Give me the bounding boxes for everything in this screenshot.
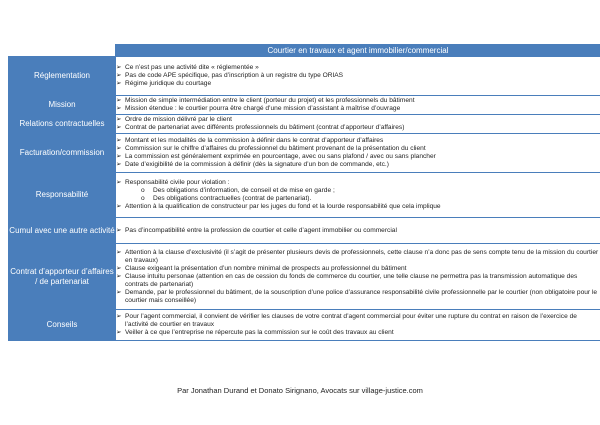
bullet-text: Attention à la qualification de constructeur par les juges du fond et la lourde responsabilité que cela implique (125, 203, 441, 210)
sub-bullet-item (116, 195, 600, 203)
footer-credit: Par Jonathan Durand et Donato Sirignano, Avocats sur village-justice.com (177, 386, 423, 395)
table-row (9, 310, 600, 341)
bullet-text: Commission sur le chiffre d’affaires du professionnel du bâtiment provenant de la présentation du client (125, 145, 426, 152)
bullet-text: Montant et les modalités de la commission à définir dans le contrat d’apporteur d’affaires (125, 137, 384, 144)
row-label: Contrat d’apporteur d’affaires / de partenariat (9, 244, 116, 310)
bullet-item (116, 249, 600, 265)
row-content (116, 244, 600, 310)
bullet-item (116, 265, 600, 273)
arrow-bullet-icon: ➢ (116, 153, 122, 160)
arrow-bullet-icon: ➢ (116, 313, 122, 320)
bullet-item (116, 179, 600, 187)
header-empty-cell (9, 45, 116, 57)
bullet-text: Régime juridique du courtage (125, 80, 212, 87)
bullet-text: Ordre de mission délivré par le client (125, 116, 233, 123)
table-row (9, 96, 600, 115)
bullet-item (116, 227, 600, 235)
arrow-bullet-icon: ➢ (116, 329, 122, 336)
row-content (116, 310, 600, 341)
row-content (116, 134, 600, 173)
bullet-text: Contrat de partenariat avec différents professionnels du bâtiment (contrat d’apporteur d’affaires) (125, 124, 405, 131)
table-title: Courtier en travaux et agent immobilier/commercial (116, 45, 600, 57)
bullet-text: Clause intuitu personae (attention en cas de cession du fonds de commerce du courtier, une telle clause ne permettra pas la transmission automatique des contrats de partenariat) (125, 272, 578, 288)
bullet-text: Demande, par le professionnel du bâtiment, de la souscription d’une police d’assurance responsabilité civile professionnelle par le courtier (non obligatoire pour le courtier mais conseillée) (125, 288, 598, 304)
bullet-item (116, 273, 600, 289)
sub-bullet-text: Des obligations contractuelles (contrat de partenariat). (153, 195, 312, 202)
arrow-bullet-icon: ➢ (116, 124, 122, 131)
bullet-text: La commission est généralement exprimée en pourcentage, avec ou sans plafond / avec ou sans plancher (125, 153, 436, 160)
bullet-item (116, 137, 600, 145)
arrow-bullet-icon: ➢ (116, 105, 122, 112)
bullet-text: Mission étendue : le courtier pourra être chargé d’une mission d’assistant à maîtrise d’ouvrage (125, 105, 401, 112)
bullet-text: Pas de code APE spécifique, pas d’inscription à un registre du type ORIAS (125, 72, 344, 79)
bullet-item (116, 313, 600, 329)
bullet-text: Mission de simple intermédiation entre le client (porteur du projet) et les professionnels du bâtiment (125, 97, 415, 104)
bullet-item (116, 80, 600, 88)
bullet-text: Veiller à ce que l’entreprise ne répercute pas la commission sur le coût des travaux au client (125, 329, 394, 336)
bullet-text: Pas d’incompatibilité entre la profession de courtier et celle d’agent immobilier ou commercial (125, 226, 397, 234)
arrow-bullet-icon: ➢ (116, 264, 122, 272)
row-label: Facturation/commission (9, 134, 116, 173)
table-row (9, 115, 600, 134)
sub-bullet-item (116, 187, 600, 195)
bullet-item (116, 161, 600, 169)
comparison-table (8, 44, 600, 341)
table-row (9, 244, 600, 310)
bullet-text: Pour l’agent commercial, il convient de vérifier les clauses de votre contrat d’agent commercial pour éviter une rupture du contrat en raison de l’exercice de l’activité de courtier en travaux (125, 313, 577, 328)
bullet-text: Responsabilité civile pour violation : (125, 179, 230, 186)
row-label: Relations contractuelles (9, 115, 116, 134)
row-content (116, 173, 600, 218)
bullet-item (116, 105, 600, 113)
arrow-bullet-icon: ➢ (116, 145, 122, 152)
arrow-bullet-icon: ➢ (116, 64, 122, 71)
bullet-text: Attention à la clause d’exclusivité (il s’agit de présenter plusieurs devis de professionnels, cette clause n’a donc pas de sens compte tenu de la mission du courtier en travaux) (125, 248, 599, 264)
bullet-item (116, 124, 600, 132)
table-header-row (9, 45, 600, 57)
bullet-item (116, 97, 600, 105)
row-content (116, 57, 600, 96)
bullet-item (116, 329, 600, 337)
table-row (9, 57, 600, 96)
arrow-bullet-icon: ➢ (116, 137, 122, 144)
arrow-bullet-icon: ➢ (116, 203, 122, 210)
row-content (116, 115, 600, 134)
row-content (116, 96, 600, 115)
sub-bullet-text: Des obligations d’information, de conseil et de mise en garde ; (153, 187, 335, 194)
arrow-bullet-icon: ➢ (116, 80, 122, 87)
bullet-item (116, 145, 600, 153)
arrow-bullet-icon: ➢ (116, 116, 122, 123)
row-label: Conseils (9, 310, 116, 341)
arrow-bullet-icon: ➢ (116, 248, 122, 256)
arrow-bullet-icon: ➢ (116, 72, 122, 79)
bullet-item (116, 64, 600, 72)
circle-bullet-icon: o (141, 195, 145, 202)
bullet-item (116, 116, 600, 124)
row-label: Responsabilité (9, 173, 116, 218)
row-label: Réglementation (9, 57, 116, 96)
arrow-bullet-icon: ➢ (116, 179, 122, 186)
arrow-bullet-icon: ➢ (116, 97, 122, 104)
table-row (9, 134, 600, 173)
bullet-item (116, 203, 600, 211)
row-content (116, 218, 600, 244)
bullet-item (116, 72, 600, 80)
row-label: Cumul avec une autre activité (9, 218, 116, 244)
arrow-bullet-icon: ➢ (116, 226, 122, 234)
arrow-bullet-icon: ➢ (116, 272, 122, 280)
table-row (9, 173, 600, 218)
bullet-text: Date d’exigibilité de la commission à définir (dès la signature d’un bon de commande, etc.) (125, 161, 389, 168)
table-row (9, 218, 600, 244)
row-label: Mission (9, 96, 116, 115)
bullet-item (116, 289, 600, 305)
bullet-text: Ce n’est pas une activité dite « réglementée » (125, 64, 259, 71)
bullet-item (116, 153, 600, 161)
arrow-bullet-icon: ➢ (116, 288, 122, 296)
bullet-text: Clause exigeant la présentation d’un nombre minimal de prospects au professionnel du bâtiment (125, 264, 407, 272)
arrow-bullet-icon: ➢ (116, 161, 122, 168)
circle-bullet-icon: o (141, 187, 145, 194)
